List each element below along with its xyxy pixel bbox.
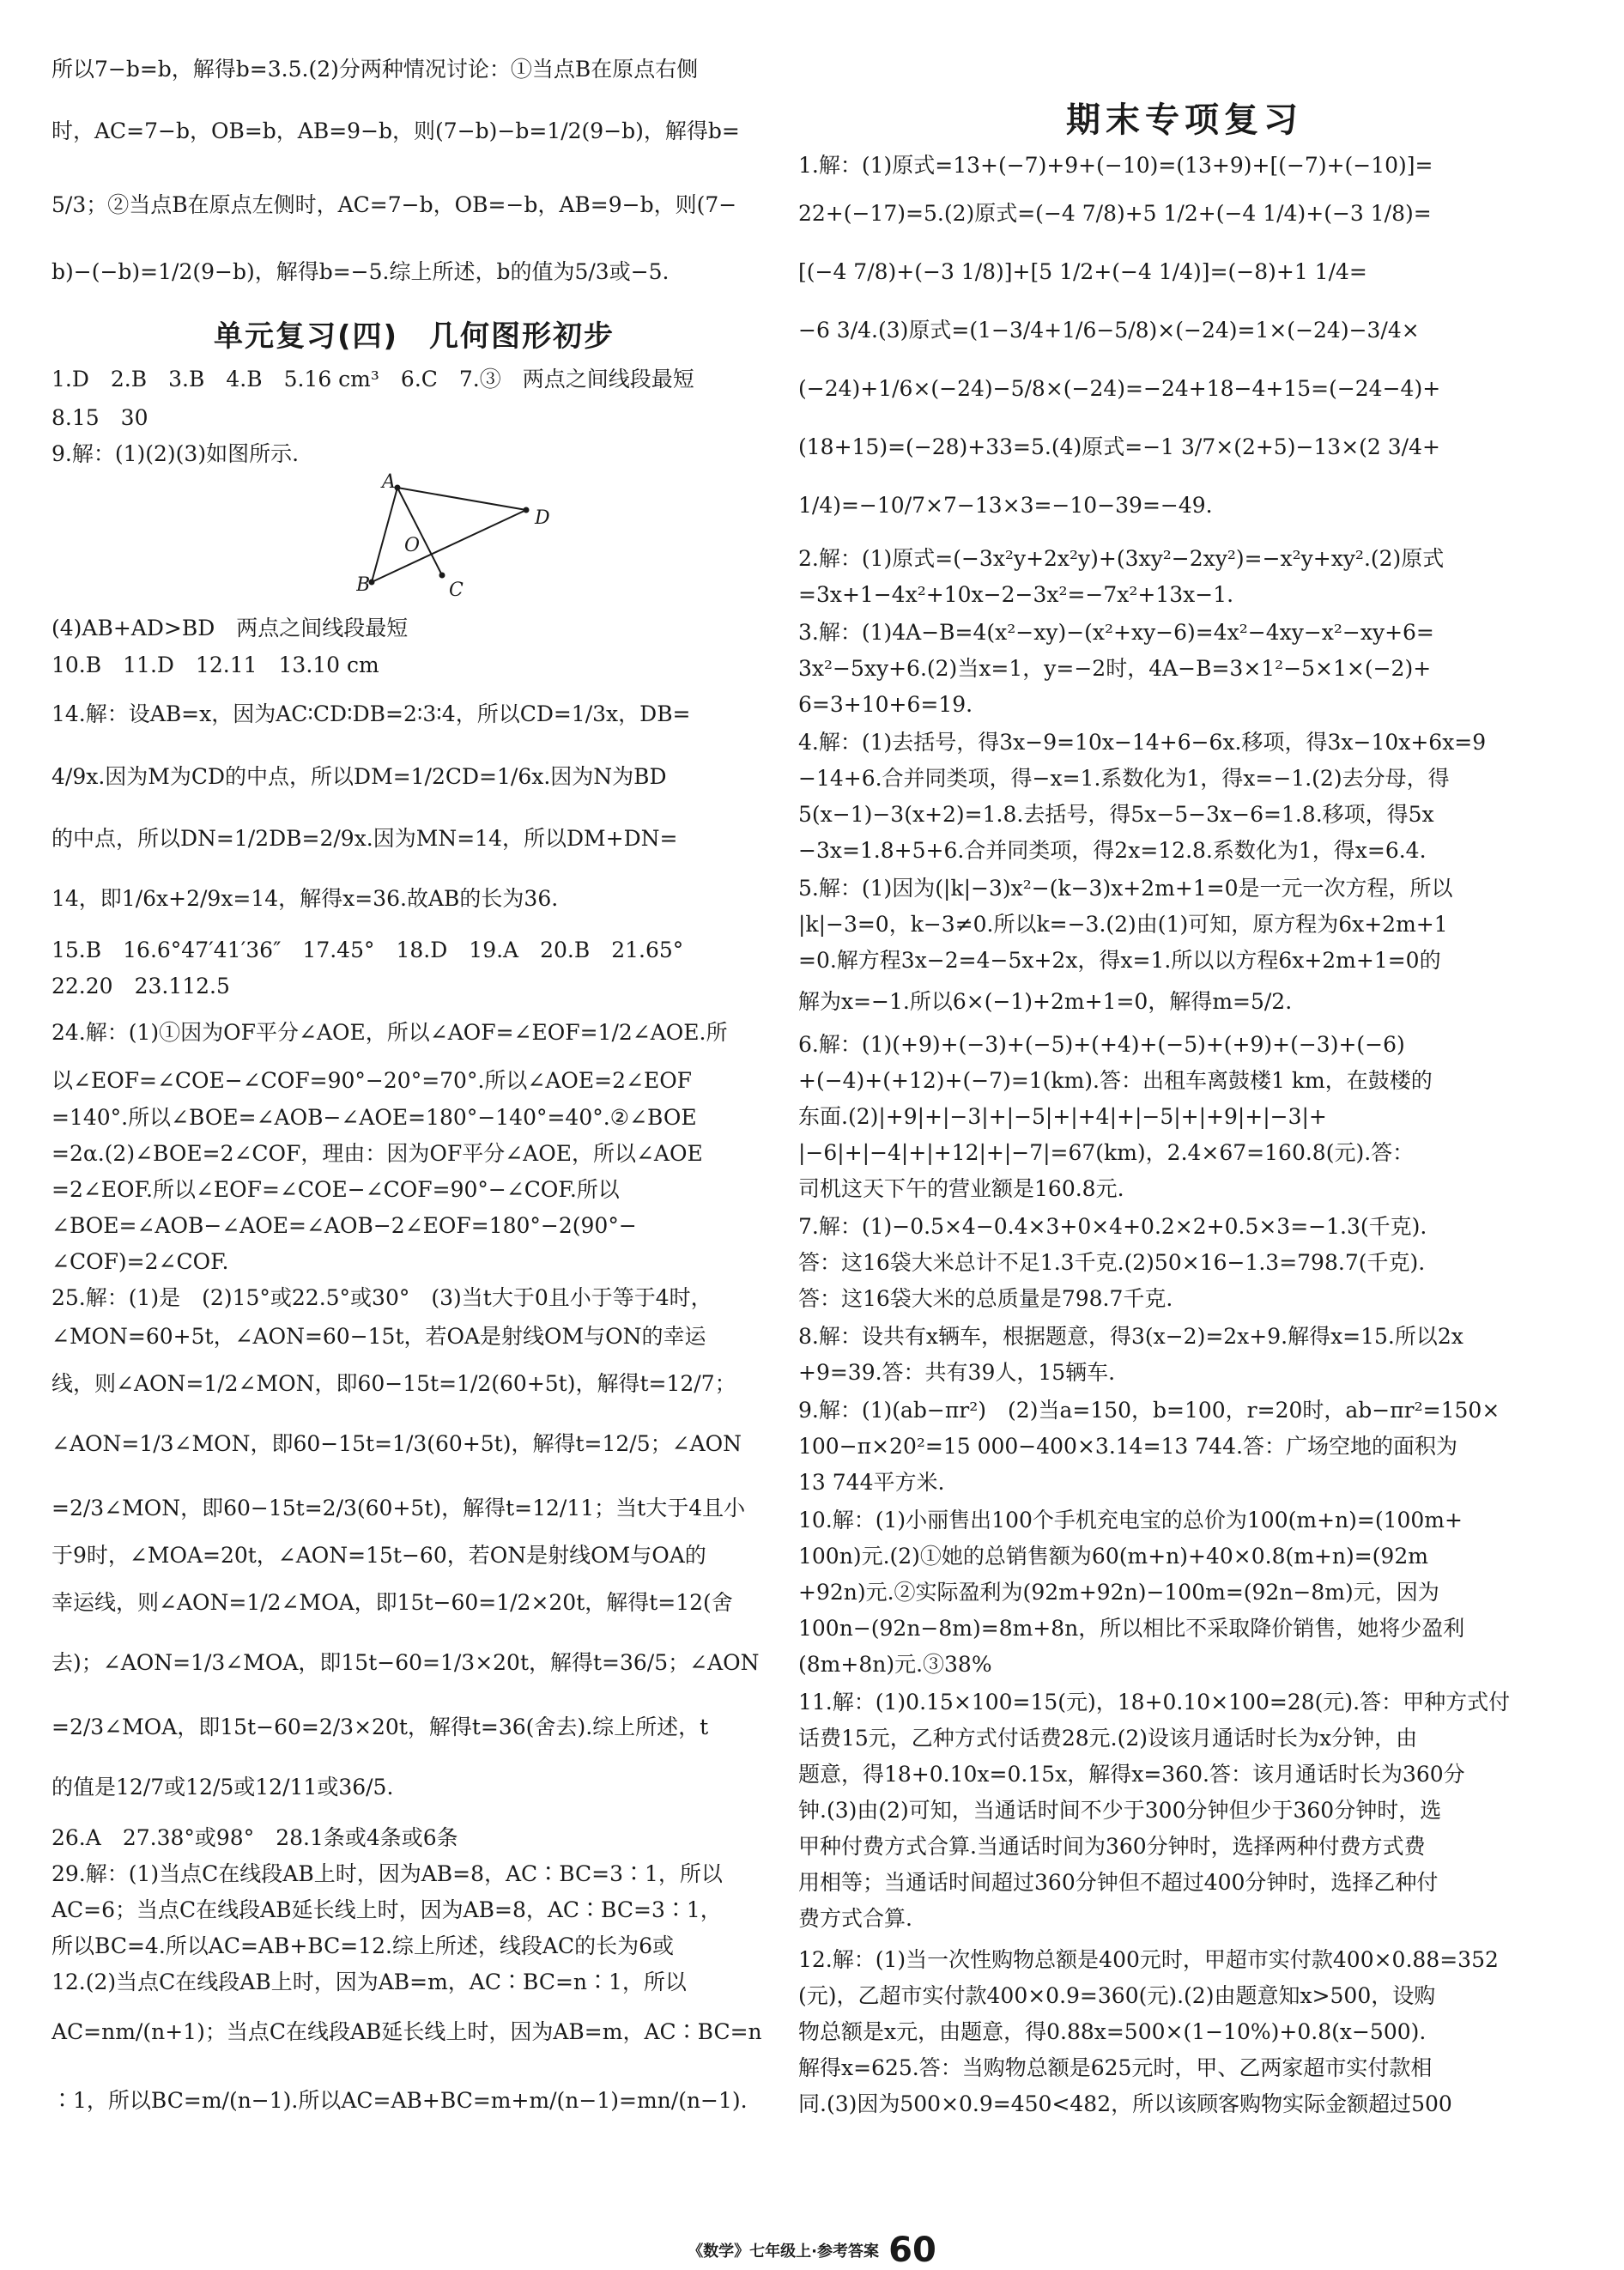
text-line: +9=39.答：共有39人，15辆车.	[798, 1360, 1116, 1385]
section-heading: 单元复习(四) 几何图形初步	[213, 319, 615, 354]
text-line: 6=3+10+6=19.	[798, 692, 973, 717]
label-a: A	[382, 471, 396, 493]
text-line: AC=nm/(n+1)；当点C在线段AB延长线上时，因为AB=m，AC∶BC=n	[52, 2019, 762, 2044]
text-line: |−6|+|−4|+|+12|+|−7|=67(km)，2.4×67=160.8(元).答：	[798, 1140, 1415, 1165]
text-line: b)−(−b)=1/2(9−b)，解得b=−5.综上所述，b的值为5/3或−5.	[52, 259, 670, 284]
text-line: 14，即1/6x+2/9x=14，解得x=36.故AB的长为36.	[52, 886, 559, 911]
text-line: 24.解：(1)①因为OF平分∠AOE，所以∠AOF=∠EOF=1/2∠AOE.所	[52, 1020, 728, 1045]
text-line: 1/4)=−10/7×7−13×3=−10−39=−49.	[798, 493, 1213, 518]
text-line: ∠COF)=2∠COF.	[52, 1249, 229, 1274]
text-line: 话费15元，乙种方式付话费28元.(2)设该月通话时长为x分钟，由	[798, 1726, 1418, 1751]
page-footer	[0, 2231, 1624, 2270]
segment-bd	[372, 510, 526, 582]
text-line: +92n)元.②实际盈利为(92m+92n)−100m=(92n−8m)元，因为	[798, 1580, 1439, 1605]
text-line: 9.解：(1)(ab−πr²) (2)当a=150，b=100，r=20时，ab−πr²=150×	[798, 1398, 1500, 1423]
text-line: 3x²−5xy+6.(2)当x=1，y=−2时，4A−B=3×1²−5×1×(−2)+	[798, 656, 1432, 681]
text-line: 26.A 27.38°或98° 28.1条或4条或6条	[52, 1825, 458, 1850]
geometry-figure	[356, 470, 562, 608]
text-line: 同.(3)因为500×0.9=450<482，所以该顾客购物实际金额超过500	[798, 2091, 1452, 2116]
text-line: ∠AON=1/3∠MON，即60−15t=1/3(60+5t)，解得t=12/5；∠AON	[52, 1431, 742, 1456]
text-line: 答：这16袋大米总计不足1.3千克.(2)50×16−1.3=798.7(千克).	[798, 1250, 1426, 1275]
text-line: −3x=1.8+5+6.合并同类项，得2x=12.8.系数化为1，得x=6.4.	[798, 838, 1427, 863]
text-line: 解为x=−1.所以6×(−1)+2m+1=0，解得m=5/2.	[798, 989, 1293, 1014]
text-line: ∶1，所以BC=m/(n−1).所以AC=AB+BC=m+m/(n−1)=mn/(n−1).	[52, 2088, 748, 2113]
text-line: (18+15)=(−28)+33=5.(4)原式=−1 3/7×(2+5)−13×(2 3/4+	[798, 434, 1440, 459]
text-line: 5/3；②当点B在原点左侧时，AC=7−b，OB=−b，AB=9−b，则(7−	[52, 192, 737, 217]
text-line: 100−π×20²=15 000−400×3.14=13 744.答：广场空地的面积为	[798, 1434, 1457, 1459]
text-line: 物总额是x元，由题意，得0.88x=500×(1−10%)+0.8(x−500).	[798, 2019, 1427, 2044]
text-line: 答：这16袋大米的总质量是798.7千克.	[798, 1286, 1173, 1311]
text-line: 1.解：(1)原式=13+(−7)+9+(−10)=(13+9)+[(−7)+(−10)]=	[798, 153, 1433, 178]
text-line: 时，AC=7−b，OB=b，AB=9−b，则(7−b)−b=1/2(9−b)，解得b=	[52, 118, 740, 143]
text-line: 14.解：设AB=x，因为AC∶CD∶DB=2∶3∶4，所以CD=1/3x，DB=	[52, 701, 691, 726]
text-line: 8.15 30	[52, 405, 148, 430]
text-line: 于9时，∠MOA=20t，∠AON=15t−60，若ON是射线OM与OA的	[52, 1543, 706, 1568]
text-line: ∠MON=60+5t，∠AON=60−15t，若OA是射线OM与ON的幸运	[52, 1324, 706, 1349]
text-line: 25.解：(1)是 (2)15°或22.5°或30° (3)当t大于0且小于等于4时，	[52, 1285, 712, 1310]
text-line: =140°.所以∠BOE=∠AOB−∠AOE=180°−140°=40°.②∠BOE	[52, 1105, 697, 1130]
text-line: 幸运线，则∠AON=1/2∠MOA，即15t−60=1/2×20t，解得t=12(舍	[52, 1590, 733, 1615]
text-line: [(−4 7/8)+(−3 1/8)]+[5 1/2+(−4 1/4)]=(−8)+1 1/4=	[798, 259, 1367, 284]
text-line: 司机这天下午的营业额是160.8元.	[798, 1176, 1124, 1201]
text-line: =2/3∠MOA，即15t−60=2/3×20t，解得t=36(舍去).综上所述，t	[52, 1715, 709, 1739]
text-line: 100n−(92n−8m)=8m+8n，所以相比不采取降价销售，她将少盈利	[798, 1616, 1465, 1641]
text-line: 7.解：(1)−0.5×4−0.4×3+0×4+0.2×2+0.5×3=−1.3(千克).	[798, 1214, 1427, 1239]
text-line: (8m+8n)元.③38%	[798, 1652, 992, 1677]
segment-ab	[372, 488, 397, 582]
text-line: +(−4)+(+12)+(−7)=1(km).答：出租车离鼓楼1 km，在鼓楼的	[798, 1068, 1433, 1093]
text-line: 甲种付费方式合算.当通话时间为360分钟时，选择两种付费方式费	[798, 1834, 1426, 1859]
text-line: 15.B 16.6°47′41′36″ 17.45° 18.D 19.A 20.B 21.65°	[52, 938, 684, 962]
text-line: 22+(−17)=5.(2)原式=(−4 7/8)+5 1/2+(−4 1/4)+(−3 1/8)=	[798, 201, 1432, 226]
section-heading: 期末专项复习	[1066, 100, 1303, 140]
text-line: 线，则∠AON=1/2∠MON，即60−15t=1/2(60+5t)，解得t=12/7；	[52, 1371, 736, 1396]
text-line: 5(x−1)−3(x+2)=1.8.去括号，得5x−5−3x−6=1.8.移项，得5x	[798, 802, 1434, 827]
text-line: =2/3∠MON，即60−15t=2/3(60+5t)，解得t=12/11；当t大于4且小	[52, 1496, 746, 1520]
segment-ad	[397, 488, 526, 510]
text-line: 东面.(2)|+9|+|−3|+|−5|+|+4|+|−5|+|+9|+|−3|+	[798, 1104, 1327, 1129]
point-d	[524, 507, 530, 513]
text-line: −14+6.合并同类项，得−x=1.系数化为1，得x=−1.(2)去分母，得	[798, 766, 1450, 791]
text-line: 12.解：(1)当一次性购物总额是400元时，甲超市实付款400×0.88=352	[798, 1947, 1499, 1972]
text-line: 3.解：(1)4A−B=4(x²−xy)−(x²+xy−6)=4x²−4xy−x²−xy+6=	[798, 620, 1434, 645]
text-line: 5.解：(1)因为(|k|−3)x²−(k−3)x+2m+1=0是一元一次方程，所以	[798, 876, 1453, 901]
text-line: 解得x=625.答：当购物总额是625元时，甲、乙两家超市实付款相	[798, 2055, 1433, 2080]
text-line: 所以7−b=b，解得b=3.5.(2)分两种情况讨论：①当点B在原点右侧	[52, 57, 699, 82]
text-line: 13 744平方米.	[798, 1470, 945, 1495]
text-line: 的值是12/7或12/5或12/11或36/5.	[52, 1775, 394, 1800]
text-line: (元)，乙超市实付款400×0.9=360(元).(2)由题意知x>500，设购	[798, 1983, 1436, 2008]
label-d: D	[535, 507, 550, 529]
page-number: 60	[888, 2231, 936, 2270]
footer-label: 《数学》七年级上·参考答案	[688, 2243, 880, 2261]
text-line: 钟.(3)由(2)可知，当通话时间不少于300分钟但少于360分钟时，选	[798, 1798, 1442, 1823]
text-line: 的中点，所以DN=1/2DB=2/9x.因为MN=14，所以DM+DN=	[52, 826, 678, 851]
text-line: 22.20 23.112.5	[52, 974, 230, 998]
text-line: 11.解：(1)0.15×100=15(元)，18+0.10×100=28(元).答：甲种方式付	[798, 1690, 1511, 1715]
text-line: 29.解：(1)当点C在线段AB上时，因为AB=8，AC∶BC=3∶1，所以	[52, 1861, 723, 1886]
text-line: =3x+1−4x²+10x−2−3x²=−7x²+13x−1.	[798, 582, 1234, 607]
text-line: 6.解：(1)(+9)+(−3)+(−5)+(+4)+(−5)+(+9)+(−3)+(−6)	[798, 1032, 1405, 1057]
segment-ac	[397, 488, 442, 575]
label-o: O	[404, 535, 421, 556]
text-line: =2∠EOF.所以∠EOF=∠COE−∠COF=90°−∠COF.所以	[52, 1177, 620, 1202]
text-line: 以∠EOF=∠COE−∠COF=90°−20°=70°.所以∠AOE=2∠EOF	[52, 1068, 693, 1093]
text-line: 费方式合算.	[798, 1906, 912, 1931]
text-line: (−24)+1/6×(−24)−5/8×(−24)=−24+18−4+15=(−24−4)+	[798, 376, 1441, 401]
text-line: 所以BC=4.所以AC=AB+BC=12.综上所述，线段AC的长为6或	[52, 1933, 675, 1958]
text-line: =2α.(2)∠BOE=2∠COF，理由：因为OF平分∠AOE，所以∠AOE	[52, 1141, 703, 1166]
text-line: 去)；∠AON=1/3∠MOA，即15t−60=1/3×20t，解得t=36/5；∠AON	[52, 1650, 760, 1675]
text-line: 4.解：(1)去括号，得3x−9=10x−14+6−6x.移项，得3x−10x+6x=9	[798, 730, 1487, 755]
point-c	[439, 573, 445, 579]
text-line: 9.解：(1)(2)(3)如图所示.	[52, 441, 300, 466]
text-line: −6 3/4.(3)原式=(1−3/4+1/6−5/8)×(−24)=1×(−24)−3/4×	[798, 318, 1420, 343]
text-line: ∠BOE=∠AOB−∠AOE=∠AOB−2∠EOF=180°−2(90°−	[52, 1213, 637, 1238]
text-line: 100n)元.(2)①她的总销售额为60(m+n)+40×0.8(m+n)=(92m	[798, 1544, 1428, 1569]
text-line: 12.(2)当点C在线段AB上时，因为AB=m，AC∶BC=n∶1，所以	[52, 1970, 687, 1994]
text-line: 题意，得18+0.10x=0.15x，解得x=360.答：该月通话时长为360分	[798, 1762, 1465, 1787]
text-line: 10.B 11.D 12.11 13.10 cm	[52, 652, 379, 677]
text-line: 1.D 2.B 3.B 4.B 5.16 cm³ 6.C 7.③ 两点之间线段最短	[52, 367, 694, 391]
text-line: 10.解：(1)小丽售出100个手机充电宝的总价为100(m+n)=(100m+	[798, 1508, 1463, 1533]
text-line: 8.解：设共有x辆车，根据题意，得3(x−2)=2x+9.解得x=15.所以2x	[798, 1324, 1463, 1349]
text-line: (4)AB+AD>BD 两点之间线段最短	[52, 616, 409, 640]
label-c: C	[449, 580, 464, 601]
label-b: B	[356, 574, 371, 596]
text-line: |k|−3=0，k−3≠0.所以k=−3.(2)由(1)可知，原方程为6x+2m+1	[798, 912, 1448, 937]
text-line: 用相等；当通话时间超过360分钟但不超过400分钟时，选择乙种付	[798, 1870, 1439, 1895]
text-line: AC=6；当点C在线段AB延长线上时，因为AB=8，AC∶BC=3∶1，	[52, 1897, 722, 1922]
text-line: =0.解方程3x−2=4−5x+2x，得x=1.所以以方程6x+2m+1=0的	[798, 948, 1441, 973]
text-line: 2.解：(1)原式=(−3x²y+2x²y)+(3xy²−2xy²)=−x²y+xy².(2)原式	[798, 546, 1445, 571]
text-line: 4/9x.因为M为CD的中点，所以DM=1/2CD=1/6x.因为N为BD	[52, 764, 667, 789]
